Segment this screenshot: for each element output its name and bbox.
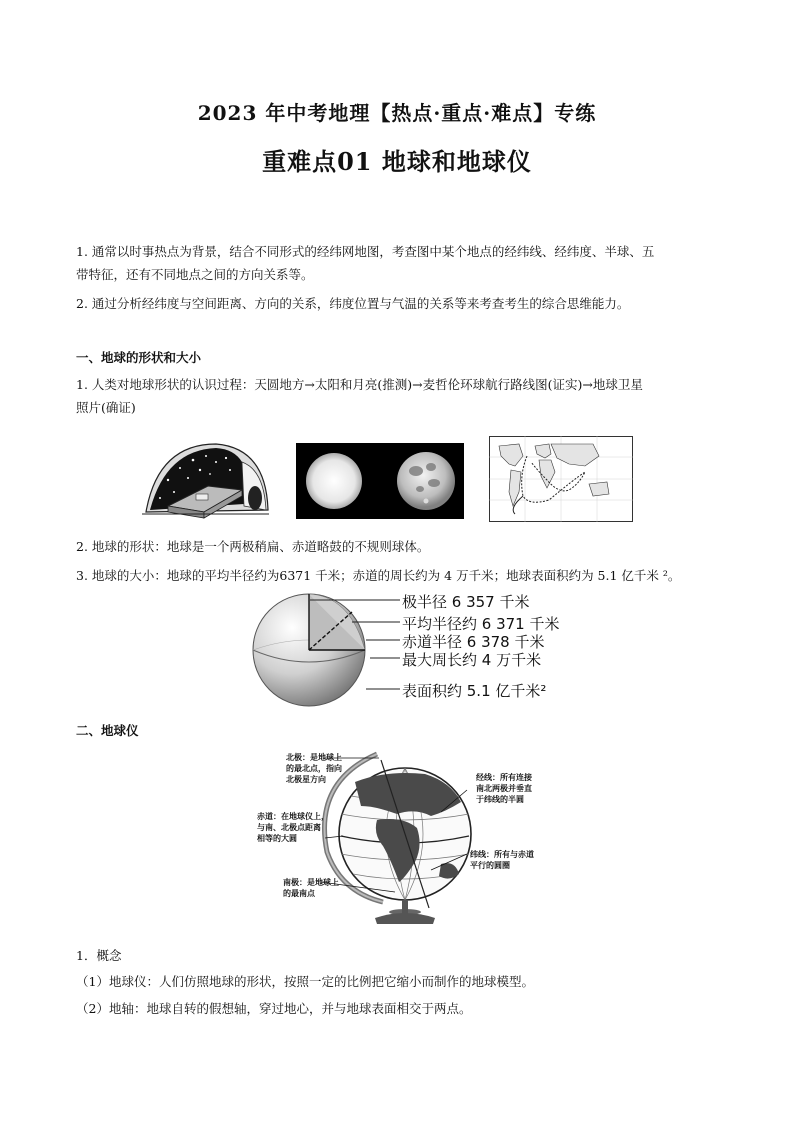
intro-point-2: 2. 通过分析经纬度与空间距离、方向的关系，纬度位置与气温的关系等来考查考生的综合思维能力。 bbox=[76, 296, 630, 311]
circumference-label: 最大周长约 4 万千米 bbox=[402, 651, 542, 669]
equator-label: 赤道：在地球仪上， 与南、北极点距离 相等的大圆 bbox=[257, 812, 329, 843]
concept-heading: 1．概念 bbox=[76, 948, 122, 963]
surface-area-label: 表面积约 5.1 亿千米² bbox=[402, 682, 547, 700]
sun-and-moon-photo bbox=[296, 443, 464, 519]
earth-size-text: 3. 地球的大小：地球的平均半径约为6371 千米；赤道的周长约为 4 万千米；地球表面积约为 5.1 亿千米 ²。 bbox=[76, 568, 681, 583]
south-pole-label: 南极：是地球上 的最南点 bbox=[283, 878, 339, 898]
heaven-round-earth-square-illustration bbox=[138, 440, 270, 520]
section-heading-globe: 二、地球仪 bbox=[76, 723, 139, 738]
concept-globe-text: （1）地球仪：人们仿照地球的形状，按照一定的比例把它缩小而制作的地球模型。 bbox=[76, 974, 534, 989]
north-pole-label: 北极：是地球上 的最北点，指向 北极星方向 bbox=[286, 753, 342, 784]
document-subtitle: 重难点01 地球和地球仪 bbox=[262, 147, 532, 176]
sun-icon bbox=[306, 453, 362, 509]
dimension-leader-lines bbox=[300, 594, 404, 698]
concept-axis-text: （2）地轴：地球自转的假想轴，穿过地心，并与地球表面相交于两点。 bbox=[76, 1001, 472, 1016]
magellan-voyage-map bbox=[489, 436, 633, 522]
equatorial-radius-label: 赤道半径 6 378 千米 bbox=[402, 633, 545, 651]
polar-radius-label: 极半径 6 357 千米 bbox=[402, 593, 530, 611]
section-heading-shape-size: 一、地球的形状和大小 bbox=[76, 350, 202, 365]
mean-radius-label: 平均半径约 6 371 千米 bbox=[402, 615, 560, 633]
parallel-label: 纬线：所有与赤道 平行的圆圈 bbox=[470, 850, 534, 870]
document-title: 2023 年中考地理【热点·重点·难点】专练 bbox=[197, 101, 597, 125]
meridian-label: 经线：所有连接 南北两极并垂直 于纬线的半圆 bbox=[476, 773, 532, 804]
intro-point-1: 1. 通常以时事热点为背景，结合不同形式的经纬网地图，考查图中某个地点的经纬线、经纬度、半球、五 带特征，还有不同地点之间的方向关系等。 bbox=[76, 244, 655, 282]
earth-shape-text: 2. 地球的形状：地球是一个两极稍扁、赤道略鼓的不规则球体。 bbox=[76, 539, 430, 554]
shape-history-text: 1. 人类对地球形状的认识过程：天圆地方→太阳和月亮(推测)→麦哲伦环球航行路线图(证实)→地球卫星 照片(确证) bbox=[76, 377, 643, 415]
